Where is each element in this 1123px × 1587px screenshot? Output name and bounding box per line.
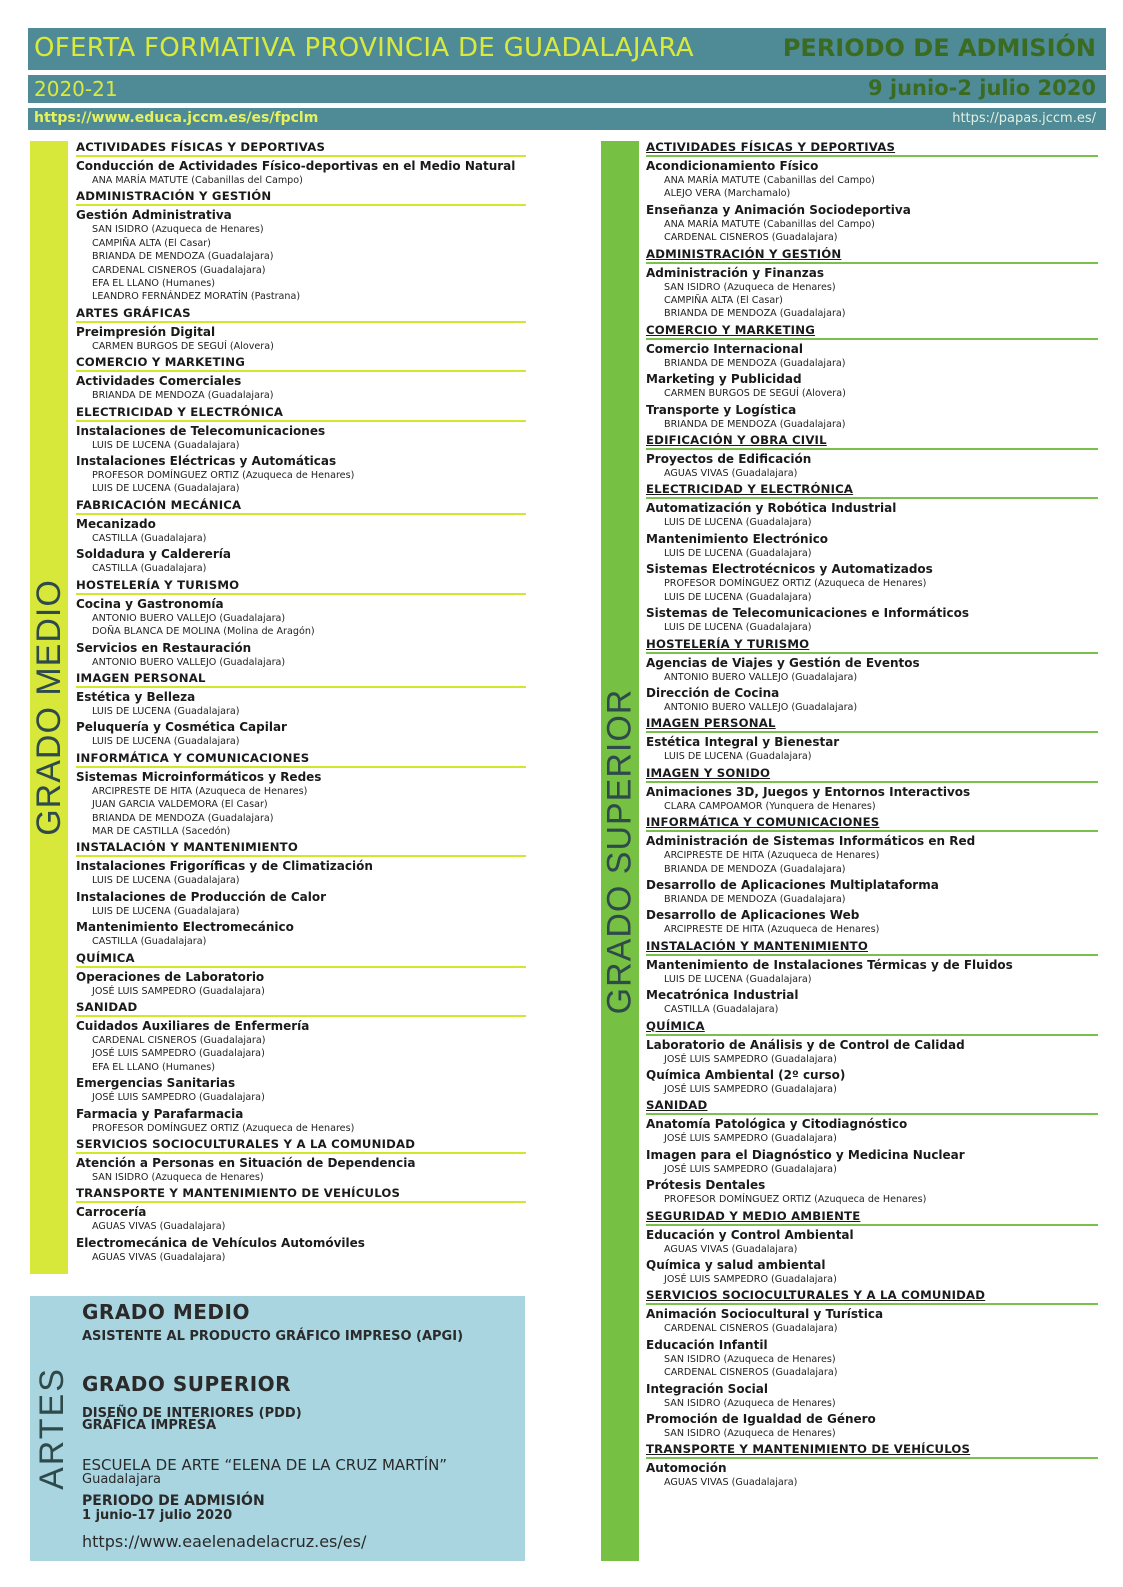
cycle-name: Química y salud ambiental bbox=[646, 1258, 826, 1272]
family-heading: SANIDAD bbox=[646, 1098, 1098, 1115]
school-item: LUIS DE LUCENA (Guadalajara) bbox=[92, 875, 240, 887]
artes-period-label: PERIODO DE ADMISIÓN bbox=[82, 1493, 265, 1509]
school-item: CLARA CAMPOAMOR (Yunquera de Henares) bbox=[664, 800, 876, 812]
school-item: AGUAS VIVAS (Guadalajara) bbox=[664, 468, 798, 480]
cycle-name: Actividades Comerciales bbox=[76, 374, 242, 389]
artes-grado-superior-title: GRADO SUPERIOR bbox=[82, 1372, 292, 1396]
school-item: ANA MARÍA MATUTE (Cabanillas del Campo) bbox=[664, 218, 875, 230]
family-heading: TRANSPORTE Y MANTENIMIENTO DE VEHÍCULOS bbox=[76, 1186, 526, 1203]
cycle-name: Cuidados Auxiliares de Enfermería bbox=[76, 1018, 310, 1033]
cycle-name: Gestión Administrativa bbox=[76, 208, 232, 223]
school-item: LUIS DE LUCENA (Guadalajara) bbox=[664, 547, 812, 559]
school-item: SAN ISIDRO (Azuqueca de Henares) bbox=[664, 1428, 836, 1440]
family-heading: FABRICACIÓN MECÁNICA bbox=[76, 498, 526, 515]
cycle-name: Sistemas de Telecomunicaciones e Informáticos bbox=[646, 606, 969, 621]
cycle-name: Marketing y Publicidad bbox=[646, 372, 802, 387]
cycle-name: Desarrollo de Aplicaciones Multiplataforma bbox=[646, 877, 939, 892]
cycle-name: Mecanizado bbox=[76, 516, 156, 531]
school-item: JOSÉ LUIS SAMPEDRO (Guadalajara) bbox=[92, 1092, 265, 1104]
artes-period-dates: 1 junio-17 julio 2020 bbox=[82, 1508, 233, 1523]
cycle-name: Acondicionamiento Físico bbox=[646, 159, 819, 173]
family-heading: TRANSPORTE Y MANTENIMIENTO DE VEHÍCULOS bbox=[646, 1442, 1098, 1459]
family-heading: EDIFICACIÓN Y OBRA CIVIL bbox=[646, 433, 1098, 450]
cycle-name: Sistemas Electrotécnicos y Automatizados bbox=[646, 562, 933, 577]
school-item: DOÑA BLANCA DE MOLINA (Molina de Aragón) bbox=[92, 626, 315, 638]
cycle-name: Estética y Belleza bbox=[76, 689, 196, 704]
school-item: ANTONIO BUERO VALLEJO (Guadalajara) bbox=[92, 656, 286, 668]
family-heading: INFORMÁTICA Y COMUNICACIONES bbox=[76, 751, 526, 768]
artes-panel bbox=[30, 1296, 525, 1561]
cycle-name: Educación Infantil bbox=[646, 1337, 768, 1352]
cycle-name: Agencias de Viajes y Gestión de Eventos bbox=[646, 655, 920, 670]
school-item: BRIANDA DE MENDOZA (Guadalajara) bbox=[92, 390, 274, 402]
school-item: PROFESOR DOMÍNGUEZ ORTIZ (Azuqueca de Henares) bbox=[92, 470, 355, 482]
cycle-name: Transporte y Logística bbox=[646, 402, 797, 417]
school-item: ARCIPRESTE DE HITA (Azuqueca de Henares) bbox=[92, 785, 308, 797]
school-item: JOSÉ LUIS SAMPEDRO (Guadalajara) bbox=[92, 1048, 265, 1060]
cycle-name: Administración y Finanzas bbox=[646, 265, 824, 280]
school-item: ARCIPRESTE DE HITA (Azuqueca de Henares) bbox=[664, 850, 880, 862]
school-item: PROFESOR DOMÍNGUEZ ORTIZ (Azuqueca de Henares) bbox=[664, 1194, 927, 1206]
artes-grado-superior-cycle: GRÁFICA IMPRESA bbox=[82, 1418, 217, 1433]
fpclm-link[interactable]: https://www.educa.jccm.es/es/fpclm bbox=[34, 110, 319, 126]
family-heading: INSTALACIÓN Y MANTENIMIENTO bbox=[646, 939, 1098, 956]
family-heading: SEGURIDAD Y MEDIO AMBIENTE bbox=[646, 1209, 1098, 1226]
school-item: CAMPIÑA ALTA (El Casar) bbox=[664, 295, 783, 307]
cycle-name: Instalaciones Frigoríficas y de Climatización bbox=[76, 859, 373, 874]
school-item: ANA MARÍA MATUTE (Cabanillas del Campo) bbox=[92, 175, 303, 186]
school-item: CARMEN BURGOS DE SEGUÍ (Alovera) bbox=[92, 340, 274, 352]
family-heading: IMAGEN PERSONAL bbox=[646, 716, 1098, 733]
school-item: LUIS DE LUCENA (Guadalajara) bbox=[92, 905, 240, 917]
cycle-name: Integración Social bbox=[646, 1381, 769, 1396]
school-item: LUIS DE LUCENA (Guadalajara) bbox=[92, 439, 240, 451]
cycle-name: Soldadura y Calderería bbox=[76, 547, 231, 562]
cycle-name: Servicios en Restauración bbox=[76, 640, 252, 655]
school-item: SAN ISIDRO (Azuqueca de Henares) bbox=[664, 1353, 836, 1365]
cycle-name: Mantenimiento de Instalaciones Térmicas y de Fluidos bbox=[646, 957, 1013, 972]
cycle-name: Preimpresión Digital bbox=[76, 324, 216, 339]
cycle-name: Instalaciones de Telecomunicaciones bbox=[76, 423, 326, 438]
cycle-name: Dirección de Cocina bbox=[646, 685, 780, 700]
cycle-name: Mantenimiento Electromecánico bbox=[76, 920, 294, 935]
school-item: ANTONIO BUERO VALLEJO (Guadalajara) bbox=[664, 701, 858, 713]
school-item: BRIANDA DE MENDOZA (Guadalajara) bbox=[664, 418, 846, 430]
school-item: CARDENAL CISNEROS (Guadalajara) bbox=[664, 1367, 838, 1379]
grado-medio-label: GRADO MEDIO bbox=[29, 579, 68, 836]
artes-school: ESCUELA DE ARTE “ELENA DE LA CRUZ MARTÍN” bbox=[82, 1456, 448, 1474]
school-item: MAR DE CASTILLA (Sacedón) bbox=[92, 825, 231, 837]
cycle-name: Imagen para el Diagnóstico y Medicina Nuclear bbox=[646, 1147, 965, 1162]
school-item: CARMEN BURGOS DE SEGUÍ (Alovera) bbox=[664, 388, 846, 400]
artes-bar bbox=[30, 1296, 74, 1561]
school-item: LUIS DE LUCENA (Guadalajara) bbox=[664, 591, 812, 603]
school-item: SAN ISIDRO (Azuqueca de Henares) bbox=[664, 281, 836, 293]
school-item: ANA MARÍA MATUTE (Cabanillas del Campo) bbox=[664, 175, 875, 186]
cycle-name: Educación y Control Ambiental bbox=[646, 1227, 854, 1242]
school-item: CASTILLA (Guadalajara) bbox=[92, 563, 207, 575]
school-item: BRIANDA DE MENDOZA (Guadalajara) bbox=[92, 812, 274, 824]
family-heading: QUÍMICA bbox=[76, 951, 526, 968]
cycle-name: Sistemas Microinformáticos y Redes bbox=[76, 769, 322, 784]
family-heading: INFORMÁTICA Y COMUNICACIONES bbox=[646, 815, 1098, 832]
family-heading: SERVICIOS SOCIOCULTURALES Y A LA COMUNIDAD bbox=[646, 1288, 1098, 1305]
family-heading: HOSTELERÍA Y TURISMO bbox=[646, 637, 1098, 654]
school-item: ANTONIO BUERO VALLEJO (Guadalajara) bbox=[664, 671, 858, 683]
artes-city: Guadalajara bbox=[82, 1472, 161, 1487]
school-item: AGUAS VIVAS (Guadalajara) bbox=[664, 1477, 798, 1489]
school-item: LUIS DE LUCENA (Guadalajara) bbox=[664, 622, 812, 634]
cycle-name: Animaciones 3D, Juegos y Entornos Interactivos bbox=[646, 784, 971, 799]
school-item: BRIANDA DE MENDOZA (Guadalajara) bbox=[664, 357, 846, 369]
school-item: AGUAS VIVAS (Guadalajara) bbox=[92, 1221, 226, 1233]
family-heading: ACTIVIDADES FÍSICAS Y DEPORTIVAS bbox=[646, 140, 1098, 157]
family-heading: HOSTELERÍA Y TURISMO bbox=[76, 578, 526, 595]
school-item: CARDENAL CISNEROS (Guadalajara) bbox=[664, 1323, 838, 1335]
grado-medio-bar bbox=[30, 141, 68, 1274]
school-item: LUIS DE LUCENA (Guadalajara) bbox=[664, 973, 812, 985]
school-item: ARCIPRESTE DE HITA (Azuqueca de Henares) bbox=[664, 924, 880, 936]
family-heading: ADMINISTRACIÓN Y GESTIÓN bbox=[646, 247, 1098, 264]
grado-superior-bar bbox=[601, 141, 639, 1561]
artes-grado-superior-cycle: DISEÑO DE INTERIORES (PDD) bbox=[82, 1406, 302, 1421]
school-item: SAN ISIDRO (Azuqueca de Henares) bbox=[92, 224, 264, 236]
cycle-name: Farmacia y Parafarmacia bbox=[76, 1106, 244, 1121]
cycle-name: Automoción bbox=[646, 1461, 727, 1476]
school-item: PROFESOR DOMÍNGUEZ ORTIZ (Azuqueca de Henares) bbox=[664, 578, 927, 590]
cycle-name: Desarrollo de Aplicaciones Web bbox=[646, 908, 860, 923]
family-heading: IMAGEN PERSONAL bbox=[76, 671, 526, 688]
school-item: ALEJO VERA (Marchamalo) bbox=[664, 188, 791, 200]
header-url-band bbox=[28, 108, 1106, 130]
school-item: AGUAS VIVAS (Guadalajara) bbox=[92, 1251, 226, 1263]
cycle-name: Enseñanza y Animación Sociodeportiva bbox=[646, 202, 911, 217]
cycle-name: Prótesis Dentales bbox=[646, 1178, 766, 1193]
grado-medio-list bbox=[76, 138, 526, 1264]
family-heading: COMERCIO Y MARKETING bbox=[76, 355, 526, 372]
artes-grado-medio-cycle: ASISTENTE AL PRODUCTO GRÁFICO IMPRESO (APGI) bbox=[82, 1329, 464, 1344]
cycle-name: Conducción de Actividades Físico-deportivas en el Medio Natural bbox=[76, 159, 516, 173]
family-heading: ARTES GRÁFICAS bbox=[76, 306, 526, 323]
cycle-name: Estética Integral y Bienestar bbox=[646, 735, 840, 750]
school-item: CASTILLA (Guadalajara) bbox=[92, 936, 207, 948]
school-item: LUIS DE LUCENA (Guadalajara) bbox=[664, 517, 812, 529]
school-item: BRIANDA DE MENDOZA (Guadalajara) bbox=[664, 863, 846, 875]
header-year-band bbox=[28, 75, 1106, 103]
school-item: SAN ISIDRO (Azuqueca de Henares) bbox=[92, 1172, 264, 1183]
school-item: JOSÉ LUIS SAMPEDRO (Guadalajara) bbox=[664, 1053, 837, 1065]
school-item: AGUAS VIVAS (Guadalajara) bbox=[664, 1243, 798, 1255]
school-item: LUIS DE LUCENA (Guadalajara) bbox=[664, 751, 812, 763]
family-heading: COMERCIO Y MARKETING bbox=[646, 323, 1098, 340]
cycle-name: Atención a Personas en Situación de Dependencia bbox=[76, 1156, 416, 1170]
school-item: CASTILLA (Guadalajara) bbox=[664, 1004, 779, 1016]
cycle-name: Laboratorio de Análisis y de Control de Calidad bbox=[646, 1037, 965, 1052]
school-item: JOSÉ LUIS SAMPEDRO (Guadalajara) bbox=[664, 1083, 837, 1095]
school-item: JOSÉ LUIS SAMPEDRO (Guadalajara) bbox=[92, 985, 265, 997]
school-item: LUIS DE LUCENA (Guadalajara) bbox=[92, 736, 240, 748]
page-title: OFERTA FORMATIVA PROVINCIA DE GUADALAJARA bbox=[34, 33, 694, 63]
cycle-name: Automatización y Robótica Industrial bbox=[646, 501, 897, 516]
school-item: CASTILLA (Guadalajara) bbox=[92, 532, 207, 544]
family-heading: ADMINISTRACIÓN Y GESTIÓN bbox=[76, 189, 526, 206]
family-heading: ELECTRICIDAD Y ELECTRÓNICA bbox=[76, 405, 526, 422]
school-item: JUAN GARCIA VALDEMORA (El Casar) bbox=[92, 799, 268, 811]
cycle-name: Carrocería bbox=[76, 1205, 147, 1220]
school-item: BRIANDA DE MENDOZA (Guadalajara) bbox=[664, 308, 846, 320]
family-heading: SERVICIOS SOCIOCULTURALES Y A LA COMUNIDAD bbox=[76, 1137, 526, 1154]
school-item: ANTONIO BUERO VALLEJO (Guadalajara) bbox=[92, 612, 286, 624]
cycle-name: Animación Sociocultural y Turística bbox=[646, 1307, 884, 1322]
school-item: PROFESOR DOMÍNGUEZ ORTIZ (Azuqueca de Henares) bbox=[92, 1122, 355, 1134]
school-item: LUIS DE LUCENA (Guadalajara) bbox=[92, 705, 240, 717]
family-heading: INSTALACIÓN Y MANTENIMIENTO bbox=[76, 840, 526, 857]
school-item: BRIANDA DE MENDOZA (Guadalajara) bbox=[92, 251, 274, 263]
cycle-name: Proyectos de Edificación bbox=[646, 452, 812, 467]
cycle-name: Peluquería y Cosmética Capilar bbox=[76, 720, 287, 735]
artes-link[interactable]: https://www.eaelenadelacruz.es/es/ bbox=[82, 1532, 367, 1551]
cycle-name: Instalaciones de Producción de Calor bbox=[76, 889, 327, 904]
school-item: JOSÉ LUIS SAMPEDRO (Guadalajara) bbox=[664, 1163, 837, 1175]
grado-superior-label: GRADO SUPERIOR bbox=[600, 688, 639, 1014]
school-item: BRIANDA DE MENDOZA (Guadalajara) bbox=[664, 893, 846, 905]
grado-superior-list bbox=[646, 138, 1098, 1490]
cycle-name: Anatomía Patológica y Citodiagnóstico bbox=[646, 1117, 908, 1132]
admission-period-label: PERIODO DE ADMISIÓN bbox=[782, 34, 1096, 62]
cycle-name: Comercio Internacional bbox=[646, 341, 803, 356]
family-heading: ELECTRICIDAD Y ELECTRÓNICA bbox=[646, 482, 1098, 499]
cycle-name: Mecatrónica Industrial bbox=[646, 988, 799, 1003]
school-item: CARDENAL CISNEROS (Guadalajara) bbox=[92, 1034, 266, 1046]
school-item: LEANDRO FERNÁNDEZ MORATÍN (Pastrana) bbox=[92, 291, 301, 303]
cycle-name: Cocina y Gastronomía bbox=[76, 596, 224, 611]
cycle-name: Administración de Sistemas Informáticos en Red bbox=[646, 834, 976, 849]
cycle-name: Química Ambiental (2º curso) bbox=[646, 1067, 846, 1082]
family-heading: ACTIVIDADES FÍSICAS Y DEPORTIVAS bbox=[76, 140, 526, 157]
cycle-name: Mantenimiento Electrónico bbox=[646, 531, 829, 546]
admission-dates: 9 junio-2 julio 2020 bbox=[867, 76, 1096, 100]
school-item: CARDENAL CISNEROS (Guadalajara) bbox=[92, 264, 266, 276]
family-heading: SANIDAD bbox=[76, 1000, 526, 1017]
cycle-name: Emergencias Sanitarias bbox=[76, 1076, 236, 1091]
cycle-name: Electromecánica de Vehículos Automóviles bbox=[76, 1235, 365, 1250]
school-item: CARDENAL CISNEROS (Guadalajara) bbox=[664, 232, 838, 244]
school-year: 2020-21 bbox=[34, 77, 118, 101]
header-title-band bbox=[28, 28, 1106, 70]
papas-link[interactable]: https://papas.jccm.es/ bbox=[952, 111, 1096, 126]
cycle-name: Instalaciones Eléctricas y Automáticas bbox=[76, 454, 337, 469]
family-heading: QUÍMICA bbox=[646, 1019, 1098, 1036]
school-item: JOSÉ LUIS SAMPEDRO (Guadalajara) bbox=[664, 1274, 837, 1285]
school-item: EFA EL LLANO (Humanes) bbox=[92, 278, 216, 290]
artes-label: ARTES bbox=[32, 1367, 71, 1490]
cycle-name: Operaciones de Laboratorio bbox=[76, 969, 265, 984]
cycle-name: Promoción de Igualdad de Género bbox=[646, 1412, 876, 1427]
school-item: SAN ISIDRO (Azuqueca de Henares) bbox=[664, 1397, 836, 1409]
family-heading: IMAGEN Y SONIDO bbox=[646, 766, 1098, 783]
school-item: CAMPIÑA ALTA (El Casar) bbox=[92, 237, 211, 249]
artes-grado-medio-title: GRADO MEDIO bbox=[82, 1300, 250, 1324]
school-item: JOSÉ LUIS SAMPEDRO (Guadalajara) bbox=[664, 1133, 837, 1145]
school-item: LUIS DE LUCENA (Guadalajara) bbox=[92, 483, 240, 495]
school-item: EFA EL LLANO (Humanes) bbox=[92, 1061, 216, 1073]
